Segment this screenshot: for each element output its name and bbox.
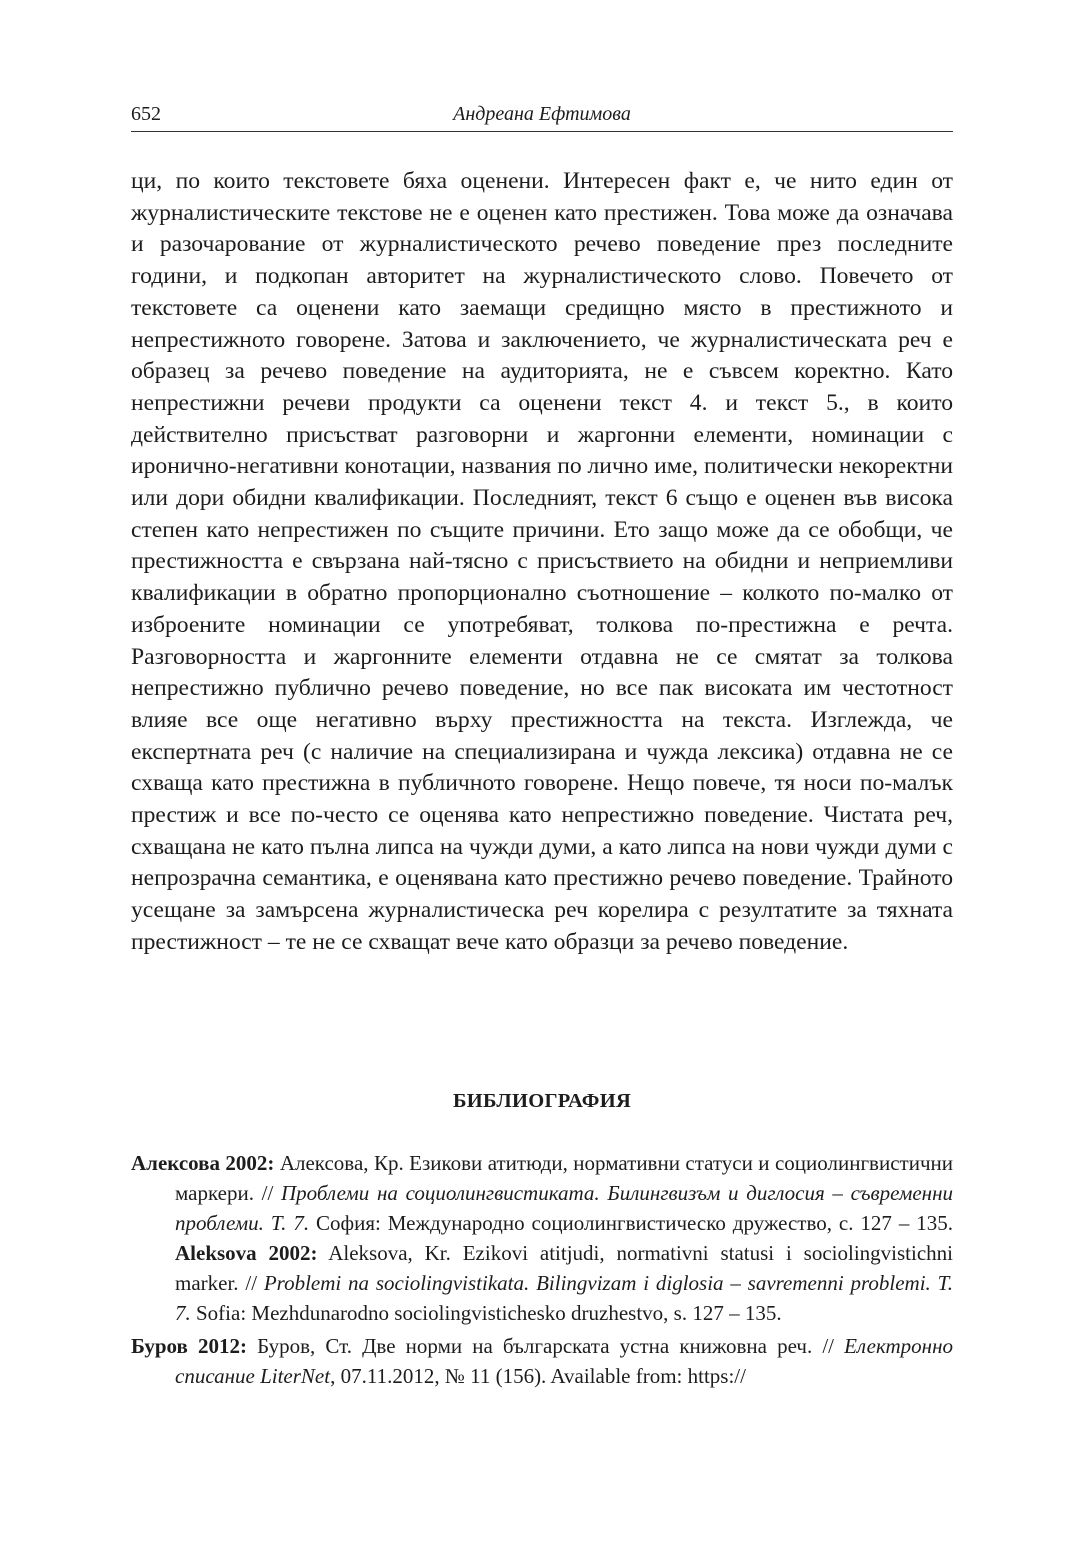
body-paragraph: ци, по които текстовете бяха оценени. Интересен факт е, че нито един от журналистическите текстове не е оценен като престижен. Това може да означава и разочарование от журналистическото речево поведение през последните години, и подкопан авторитет на журналистическото слово. Повечето от текстовете са оценени като заемащи средищно място в престижното и непрестижното говорене. Затова и заключението, че журналистическата реч е образец за речево поведение на аудиторията, не е съвсем коректно. Като непрестижни речеви продукти са оценени текст 4. и текст 5., в които действително присъстват разговорни и жаргонни елементи, номинации с иронично-негативни конотации, названия по лично име, политически некоректни или дори обидни квалификации. Последният, текст 6 също е оценен във висока степен като непрестижен по същите причини. Ето защо може да се обобщи, че престижността е свързана най-тясно с присъствието на обидни и неприемливи квалификации в обратно пропорционално съотношение – колкото по-малко от изброените номинации се употребяват, толкова по-престижна е речта. Разговорността и жаргонните елементи отдавна не се смятат за толкова непрестижно публично речево поведение, но все пак високата им честотност влияе все още негативно върху престижността на текста. Изглежда, че експертната реч (с наличие на специализирана и чужда лексика) отдавна не се схваща като престижна в публичното говорене. Нещо повече, тя носи по-малък престиж и все по-често се оценява като непрестижно поведение. Чистата реч, схващана не като пълна липса на чужди думи, а като липса на нови чужди думи с непрозрачна семантика, е оценявана като престижно речево поведение. Трайното усещане за замърсена журналистическа реч корелира с резултатите за тяхната престижност – те не се схващат вече като образци за речево поведение.: [131, 168, 953, 955]
bib-entry-aleksova: [131, 1148, 954, 1328]
bib-key: Алексова 2002:: [131, 1151, 275, 1175]
bib-title: Problemi na sociolingvistikata. Bilingvizam i diglosia – savremenni problemi. T. 7.: [175, 1271, 953, 1325]
bib-title: Електронно списание LiterNet: [175, 1334, 953, 1388]
bib-text: Буров, Ст. Две норми на българската устна книжовна реч. //: [246, 1334, 845, 1358]
bib-title: Проблеми на социолингвистиката. Билингвизъм и диглосия – съвременни проблеми. Т. 7.: [175, 1181, 954, 1235]
page-header: [131, 101, 953, 132]
bib-text: , 07.11.2012, № 11 (156). Available from: https://: [330, 1364, 746, 1388]
bib-entry-burov: [131, 1331, 953, 1391]
bib-text: Sofia: Mezhdunarodno sociolingvistichesko druzhestvo, s. 127 – 135.: [190, 1301, 782, 1325]
page-number: 652: [131, 103, 161, 125]
bib-text: Алексова, Кр. Езикови атитюди, нормативни статуси и социолингвистични маркери. //: [175, 1151, 953, 1205]
bib-key: Буров 2012:: [131, 1334, 247, 1358]
bib-text: София: Международно социолингвистическо дружество, с. 127 – 135.: [309, 1211, 953, 1235]
bibliography-list: [131, 1148, 953, 1391]
running-head-author: Андреана Ефтимова: [453, 103, 631, 125]
bibliography-heading: БИБЛИОГРАФИЯ: [452, 1090, 632, 1112]
bib-text: Aleksova, Kr. Ezikovi atitjudi, normativni statusi i sociolingvistichni marker. //: [175, 1241, 953, 1295]
bib-translit-key: Aleksova 2002:: [175, 1241, 318, 1265]
